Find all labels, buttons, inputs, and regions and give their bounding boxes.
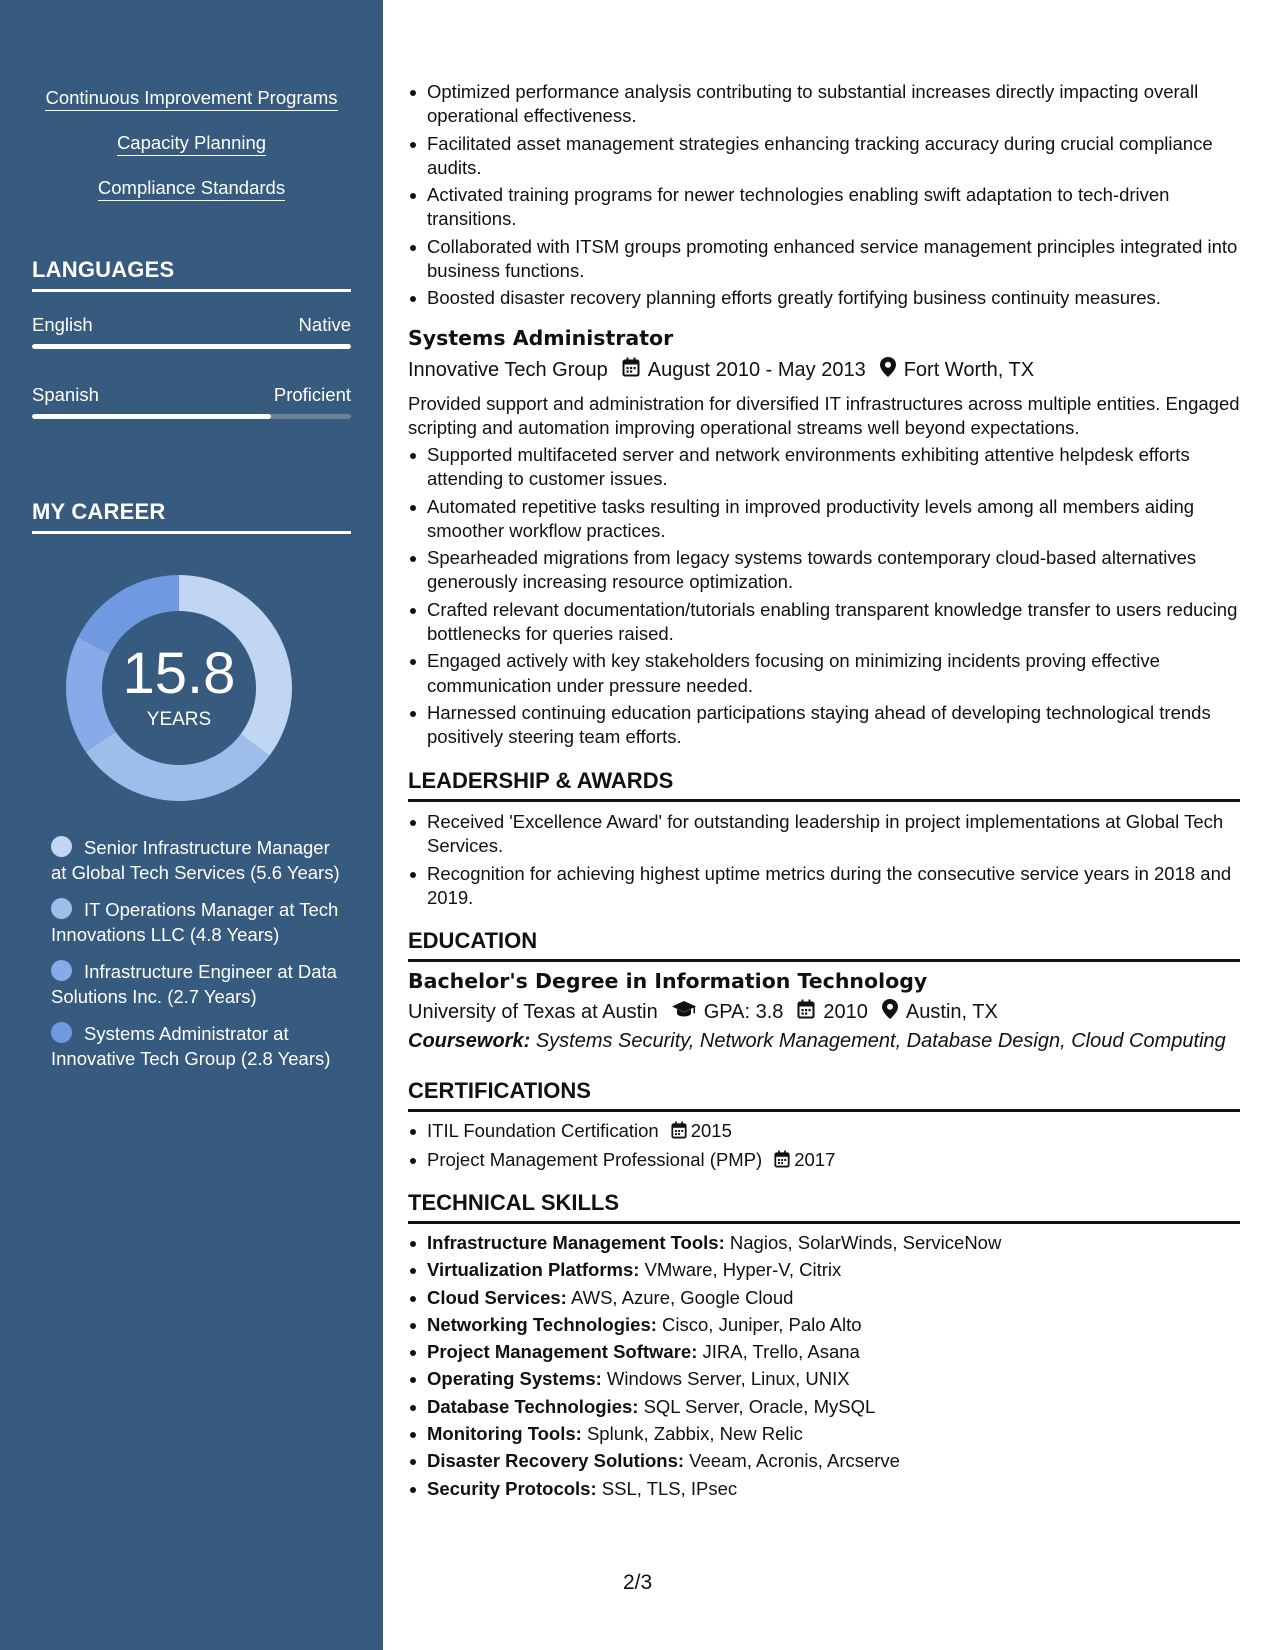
calendar-icon: [671, 1121, 687, 1145]
certification-name: ITIL Foundation Certification: [427, 1120, 659, 1141]
donut-slice: [66, 637, 116, 752]
languages-heading: LANGUAGES: [32, 257, 351, 292]
bullet-item: Optimized performance analysis contributing to substantial increases directly impacting overall operational effectiveness.: [408, 80, 1240, 129]
education-meta: [408, 999, 998, 1025]
job-location: Fort Worth, TX: [903, 358, 1035, 381]
skill-label: Disaster Recovery Solutions:: [427, 1450, 685, 1472]
strength-label: Compliance Standards: [98, 176, 285, 201]
bullet-item: Collaborated with ITSM groups promoting enhanced service management principles integrated into business functions.: [408, 235, 1240, 284]
strength-item: [0, 86, 383, 111]
legend-dot-icon: [51, 898, 72, 919]
job-meta: [408, 357, 1034, 383]
bullet-item: Spearheaded migrations from legacy systems towards contemporary cloud-based alternatives generously increasing resource optimization.: [408, 546, 1240, 595]
skill-value: Veeam, Acronis, Arcserve: [689, 1450, 900, 1472]
location-pin-icon: [882, 999, 898, 1025]
graduation-year: 2010: [823, 1000, 868, 1023]
skills-heading: TECHNICAL SKILLS: [408, 1190, 1240, 1224]
skill-value: SQL Server, Oracle, MySQL: [643, 1395, 876, 1417]
job-company: Innovative Tech Group: [408, 358, 608, 381]
career-legend-item: [51, 836, 341, 885]
gpa: GPA: 3.8: [703, 1000, 784, 1023]
skill-label: Infrastructure Management Tools:: [427, 1232, 725, 1253]
language-name: Spanish: [32, 384, 99, 405]
skill-item: [408, 1286, 1240, 1310]
sidebar: [0, 0, 383, 1650]
donut-slice: [78, 575, 179, 654]
skill-label: Operating Systems:: [427, 1368, 602, 1390]
skill-label: Security Protocols:: [427, 1477, 597, 1499]
job-title: Systems Administrator: [408, 326, 674, 350]
bullet-item: Harnessed continuing education participations staying ahead of developing technological trends positively steering team efforts.: [408, 701, 1240, 750]
bullet-item: Automated repetitive tasks resulting in improved productivity levels among all members aiding smoother workflow practices.: [408, 495, 1240, 544]
skill-value: AWS, Azure, Google Cloud: [570, 1286, 794, 1308]
skill-value: Windows Server, Linux, UNIX: [606, 1368, 850, 1390]
bullet-item: Activated training programs for newer technologies enabling swift adaptation to tech-driven transitions.: [408, 183, 1240, 232]
career-heading: MY CAREER: [32, 499, 351, 534]
awards-list: [408, 810, 1240, 913]
strength-item: [0, 176, 383, 201]
calendar-icon: [797, 999, 815, 1025]
education-heading: EDUCATION: [408, 928, 1240, 962]
bullet-item: Crafted relevant documentation/tutorials enabling transparent knowledge transfer to users reducing bottlenecks for queries raised.: [408, 598, 1240, 647]
language-bar-fill: [32, 414, 271, 419]
skill-label: Database Technologies:: [427, 1395, 639, 1417]
language-row: [32, 314, 351, 336]
certifications-heading: CERTIFICATIONS: [408, 1078, 1240, 1112]
skill-value: VMware, Hyper-V, Citrix: [644, 1259, 842, 1281]
career-total-unit: YEARS: [146, 709, 212, 730]
skill-item: [408, 1340, 1240, 1364]
job-dates: August 2010 - May 2013: [647, 358, 866, 381]
coursework: [408, 1030, 1226, 1053]
skill-value: Splunk, Zabbix, New Relic: [586, 1423, 803, 1445]
degree-title: Bachelor's Degree in Information Technology: [408, 969, 928, 993]
skill-item: [408, 1449, 1240, 1473]
prev-job-bullets: [408, 80, 1240, 314]
skill-value: SSL, TLS, IPsec: [601, 1477, 738, 1499]
bullet-item: Engaged actively with key stakeholders focusing on minimizing incidents proving effective communication under pressure needed.: [408, 649, 1240, 698]
career-legend-item: [51, 1022, 341, 1071]
skill-label: Monitoring Tools:: [427, 1423, 582, 1445]
career-donut-chart: [66, 575, 292, 801]
language-level: Proficient: [273, 384, 351, 405]
career-legend: [51, 836, 341, 1084]
school-name: University of Texas at Austin: [408, 1000, 658, 1023]
career-legend-label: Infrastructure Engineer at Data Solutions Inc. (2.7 Years): [51, 961, 337, 1007]
language-level: Native: [298, 314, 351, 335]
career-legend-label: Senior Infrastructure Manager at Global Tech Services (5.6 Years): [51, 837, 340, 883]
bullet-item: Supported multifaceted server and network environments exhibiting attentive helpdesk efforts attending to customer issues.: [408, 443, 1240, 492]
award-item: Recognition for achieving highest uptime metrics during the consecutive service years in 2018 and 2019.: [408, 862, 1240, 911]
skill-label: Project Management Software:: [427, 1341, 698, 1363]
skill-item: [408, 1367, 1240, 1391]
career-total-value: 15.8: [122, 641, 236, 706]
certification-name: Project Management Professional (PMP): [427, 1149, 763, 1171]
skill-item: [408, 1258, 1240, 1282]
certification-item: [408, 1119, 1240, 1145]
skill-item: [408, 1477, 1240, 1501]
skill-item: [408, 1395, 1240, 1419]
career-legend-label: IT Operations Manager at Tech Innovations LLC (4.8 Years): [51, 899, 339, 945]
calendar-icon: [622, 357, 640, 383]
coursework-label: Coursework:: [408, 1030, 531, 1052]
skill-label: Virtualization Platforms:: [427, 1259, 640, 1281]
skill-value: Nagios, SolarWinds, ServiceNow: [729, 1232, 1002, 1253]
strength-item: [0, 131, 383, 156]
skills-list: [408, 1231, 1240, 1504]
career-legend-item: [51, 960, 341, 1009]
bullet-item: Boosted disaster recovery planning efforts greatly fortifying business continuity measures.: [408, 286, 1240, 310]
career-legend-item: [51, 898, 341, 947]
career-legend-label: Systems Administrator at Innovative Tech Group (2.8 Years): [51, 1023, 331, 1069]
skill-label: Cloud Services:: [427, 1286, 567, 1308]
award-item: Received 'Excellence Award' for outstanding leadership in project implementations at Global Tech Services.: [408, 810, 1240, 859]
legend-dot-icon: [51, 960, 72, 981]
certification-item: [408, 1148, 1240, 1174]
strengths-list: [0, 86, 383, 221]
language-row: [32, 384, 351, 406]
skill-label: Networking Technologies:: [427, 1313, 657, 1335]
certifications-list: [408, 1119, 1240, 1178]
awards-heading: LEADERSHIP & AWARDS: [408, 768, 1240, 802]
skill-value: JIRA, Trello, Asana: [702, 1341, 860, 1363]
skill-item: [408, 1313, 1240, 1337]
education-location: Austin, TX: [905, 1000, 998, 1023]
language-bar: [32, 414, 351, 419]
certification-year: 2015: [690, 1120, 732, 1141]
coursework-list: Systems Security, Network Management, Database Design, Cloud Computing: [535, 1030, 1226, 1052]
calendar-icon: [774, 1150, 790, 1174]
graduation-cap-icon: [672, 1000, 696, 1024]
skill-item: [408, 1422, 1240, 1446]
strength-label: Capacity Planning: [117, 131, 266, 156]
donut-slice: [86, 732, 270, 801]
language-bar: [32, 344, 351, 349]
language-bar-fill: [32, 344, 351, 349]
bullet-item: Facilitated asset management strategies enhancing tracking accuracy during crucial compliance audits.: [408, 132, 1240, 181]
skill-item: [408, 1231, 1240, 1255]
donut-slice: [179, 575, 292, 756]
skill-value: Cisco, Juniper, Palo Alto: [662, 1313, 862, 1335]
job-bullets: [408, 443, 1240, 753]
language-name: English: [32, 314, 93, 335]
certification-year: 2017: [794, 1149, 836, 1171]
location-pin-icon: [880, 357, 896, 383]
job-summary: Provided support and administration for diversified IT infrastructures across multiple entities. Engaged scripting and automation improving operational streams well beyond expectations.: [408, 393, 1240, 439]
strength-label: Continuous Improvement Programs: [45, 86, 337, 111]
legend-dot-icon: [51, 836, 72, 857]
page-number: 2/3: [623, 1571, 653, 1594]
legend-dot-icon: [51, 1022, 72, 1043]
